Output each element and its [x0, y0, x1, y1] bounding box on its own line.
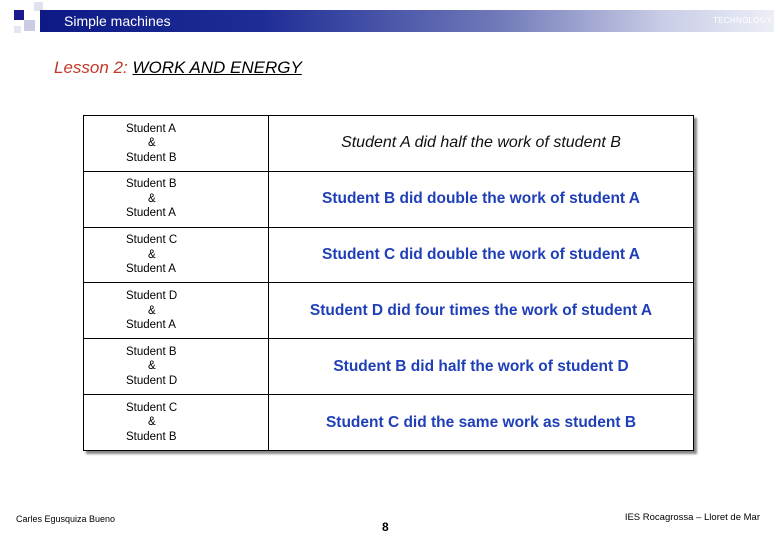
footer-author: Carles Egusquiza Bueno: [16, 514, 116, 524]
result-cell: Student A did half the work of student B: [269, 116, 694, 172]
ampersand: &: [148, 416, 156, 429]
comparison-table: [83, 115, 694, 451]
student-label: Student C: [126, 234, 178, 247]
result-cell: Student C did the same work as student B: [269, 395, 694, 451]
ampersand: &: [148, 137, 156, 150]
page-number: 8: [382, 520, 389, 534]
student-pair-cell: [84, 171, 269, 227]
student-label: Student C: [126, 401, 178, 414]
student-label: Student B: [126, 430, 177, 443]
lesson-topic: WORK AND ENERGY: [132, 58, 302, 77]
result-cell: Student B did half the work of student D: [269, 339, 694, 395]
student-pair-cell: [84, 395, 269, 451]
table-row: [84, 116, 694, 172]
table-row: [84, 339, 694, 395]
student-pair-cell: [84, 227, 269, 283]
decor-square: [14, 10, 24, 20]
table-row: [84, 283, 694, 339]
lesson-title: [54, 58, 302, 78]
student-label: Student A: [126, 319, 176, 332]
ampersand: &: [148, 248, 156, 261]
student-label: Student A: [126, 263, 176, 276]
result-cell: Student C did double the work of student A: [269, 227, 694, 283]
slide-header-title: Simple machines: [64, 13, 171, 29]
table-row: [84, 227, 694, 283]
result-cell: Student D did four times the work of student A: [269, 283, 694, 339]
student-label: Student B: [126, 178, 177, 191]
result-cell: Student B did double the work of student A: [269, 171, 694, 227]
table-row: [84, 171, 694, 227]
subject-label: TECHNOLOGY: [712, 16, 772, 25]
ampersand: &: [148, 360, 156, 373]
student-label: Student B: [126, 345, 177, 358]
lesson-prefix: Lesson 2:: [54, 58, 128, 77]
student-pair-cell: [84, 116, 269, 172]
footer-school: IES Rocagrossa – Lloret de Mar: [624, 512, 760, 523]
table-row: [84, 395, 694, 451]
student-label: Student D: [126, 374, 178, 387]
student-label: Student A: [126, 207, 176, 220]
ampersand: &: [148, 192, 156, 205]
student-pair-cell: [84, 283, 269, 339]
ampersand: &: [148, 304, 156, 317]
student-label: Student D: [126, 290, 178, 303]
student-label: Student A: [126, 122, 176, 135]
student-label: Student B: [126, 151, 177, 164]
decor-square: [14, 26, 21, 33]
student-pair-cell: [84, 339, 269, 395]
decor-square: [24, 20, 35, 31]
